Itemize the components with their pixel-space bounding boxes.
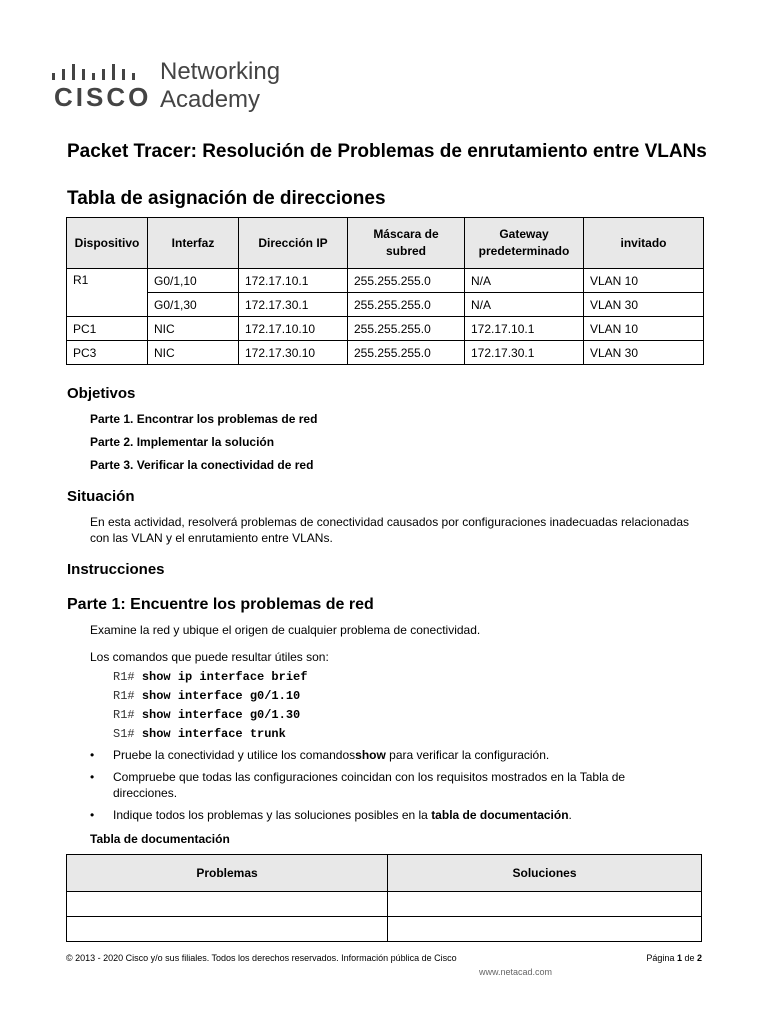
table-row <box>67 341 704 365</box>
part1-intro: Examine la red y ubique el origen de cualquier problema de conectividad. <box>90 623 481 637</box>
command-text: show interface g0/1.10 <box>141 689 301 703</box>
col-direccion-ip: Dirección IP <box>239 218 348 269</box>
copyright-text: © 2013 - 2020 Cisco y/o sus filiales. Todos los derechos reservados. Información pública de Cisco <box>66 953 457 963</box>
col-dispositivo: Dispositivo <box>67 218 148 269</box>
cell-gateway: 172.17.30.1 <box>465 341 584 365</box>
command-prompt: R1# <box>113 708 135 722</box>
cisco-networking-academy-logo <box>52 58 312 118</box>
command-text: show interface g0/1.30 <box>141 708 301 722</box>
bullet-icon: • <box>90 748 95 762</box>
cell-mask: 255.255.255.0 <box>348 293 465 317</box>
table-header-row <box>67 855 702 892</box>
table-row <box>67 269 704 293</box>
command-prompt: R1# <box>113 670 135 684</box>
cell-ip: 172.17.10.1 <box>239 269 348 293</box>
cell-ip: 172.17.10.10 <box>239 317 348 341</box>
cell-ip: 172.17.30.1 <box>239 293 348 317</box>
cell-vlan: VLAN 30 <box>584 293 704 317</box>
address-table-heading: Tabla de asignación de direcciones <box>67 188 386 209</box>
cell-mask: 255.255.255.0 <box>348 317 465 341</box>
cell-interface: G0/1,30 <box>148 293 239 317</box>
command-line <box>113 670 307 684</box>
page-title: Packet Tracer: Resolución de Problemas de enrutamiento entre VLANs <box>67 141 707 162</box>
situation-heading: Situación <box>67 488 135 505</box>
cell-vlan: VLAN 30 <box>584 341 704 365</box>
cell-gateway: N/A <box>465 293 584 317</box>
col-soluciones: Soluciones <box>388 855 702 892</box>
col-interfaz: Interfaz <box>148 218 239 269</box>
col-invitado: invitado <box>584 218 704 269</box>
logo-networking: Networking <box>160 58 281 85</box>
table-row <box>67 917 702 942</box>
logo-academy: Academy <box>160 86 261 113</box>
instructions-heading: Instrucciones <box>67 561 165 578</box>
col-mascara: Máscara de subred <box>348 218 465 269</box>
cell-gateway: 172.17.10.1 <box>465 317 584 341</box>
cell-device: PC1 <box>67 317 148 341</box>
cell-gateway: N/A <box>465 269 584 293</box>
bullet-text: Pruebe la conectividad y utilice los comandosshow para verificar la configuración. <box>113 748 550 762</box>
command-line <box>113 727 286 741</box>
command-text: show interface trunk <box>141 727 286 741</box>
command-line <box>113 708 300 722</box>
command-line <box>113 689 300 703</box>
objective-item: Parte 3. Verificar la conectividad de red <box>90 458 314 472</box>
cell-vlan: VLAN 10 <box>584 269 704 293</box>
objective-item: Parte 1. Encontrar los problemas de red <box>90 412 318 426</box>
documentation-table-caption: Tabla de documentación <box>90 832 230 846</box>
table-row <box>67 317 704 341</box>
objective-item: Parte 2. Implementar la solución <box>90 435 275 449</box>
bullet-text: Indique todos los problemas y las soluciones posibles en la tabla de documentación. <box>113 808 572 822</box>
bullet-text: Compruebe que todas las configuraciones coincidan con los requisitos mostrados en la Tabla de direcciones. <box>113 770 626 800</box>
command-text: show ip interface brief <box>141 670 308 684</box>
bullet-icon: • <box>90 770 95 784</box>
command-prompt: R1# <box>113 689 135 703</box>
cell-device: R1 <box>67 269 148 317</box>
table-row <box>67 892 702 917</box>
footer-url: www.netacad.com <box>479 967 553 977</box>
cell-interface: NIC <box>148 317 239 341</box>
commands-intro: Los comandos que puede resultar útiles son: <box>90 650 329 664</box>
cell-interface: G0/1,10 <box>148 269 239 293</box>
table-header-row <box>67 218 704 269</box>
cell-device: PC3 <box>67 341 148 365</box>
addressing-table <box>66 217 704 365</box>
cell-interface: NIC <box>148 341 239 365</box>
cell-mask: 255.255.255.0 <box>348 269 465 293</box>
table-row <box>67 293 704 317</box>
objectives-heading: Objetivos <box>67 385 136 402</box>
empty-cell[interactable] <box>388 917 702 942</box>
cell-mask: 255.255.255.0 <box>348 341 465 365</box>
cisco-wordmark: CISCO <box>54 82 152 112</box>
empty-cell[interactable] <box>67 892 388 917</box>
command-prompt: S1# <box>113 727 135 741</box>
cell-vlan: VLAN 10 <box>584 317 704 341</box>
cell-ip: 172.17.30.10 <box>239 341 348 365</box>
situation-text: En esta actividad, resolverá problemas de conectividad causados por configuraciones inadecuadas relacionadas con las VLAN y el enrutamiento entre VLANs. <box>90 515 690 545</box>
cisco-bridge-bars-icon <box>52 64 148 82</box>
col-gateway: Gateway predeterminado <box>465 218 584 269</box>
col-problemas: Problemas <box>67 855 388 892</box>
bullet-icon: • <box>90 808 95 822</box>
part1-heading: Parte 1: Encuentre los problemas de red <box>67 596 374 613</box>
empty-cell[interactable] <box>388 892 702 917</box>
page-number: Página 1 de 2 <box>646 953 702 963</box>
page-footer <box>66 953 702 963</box>
documentation-table <box>66 854 702 942</box>
empty-cell[interactable] <box>67 917 388 942</box>
